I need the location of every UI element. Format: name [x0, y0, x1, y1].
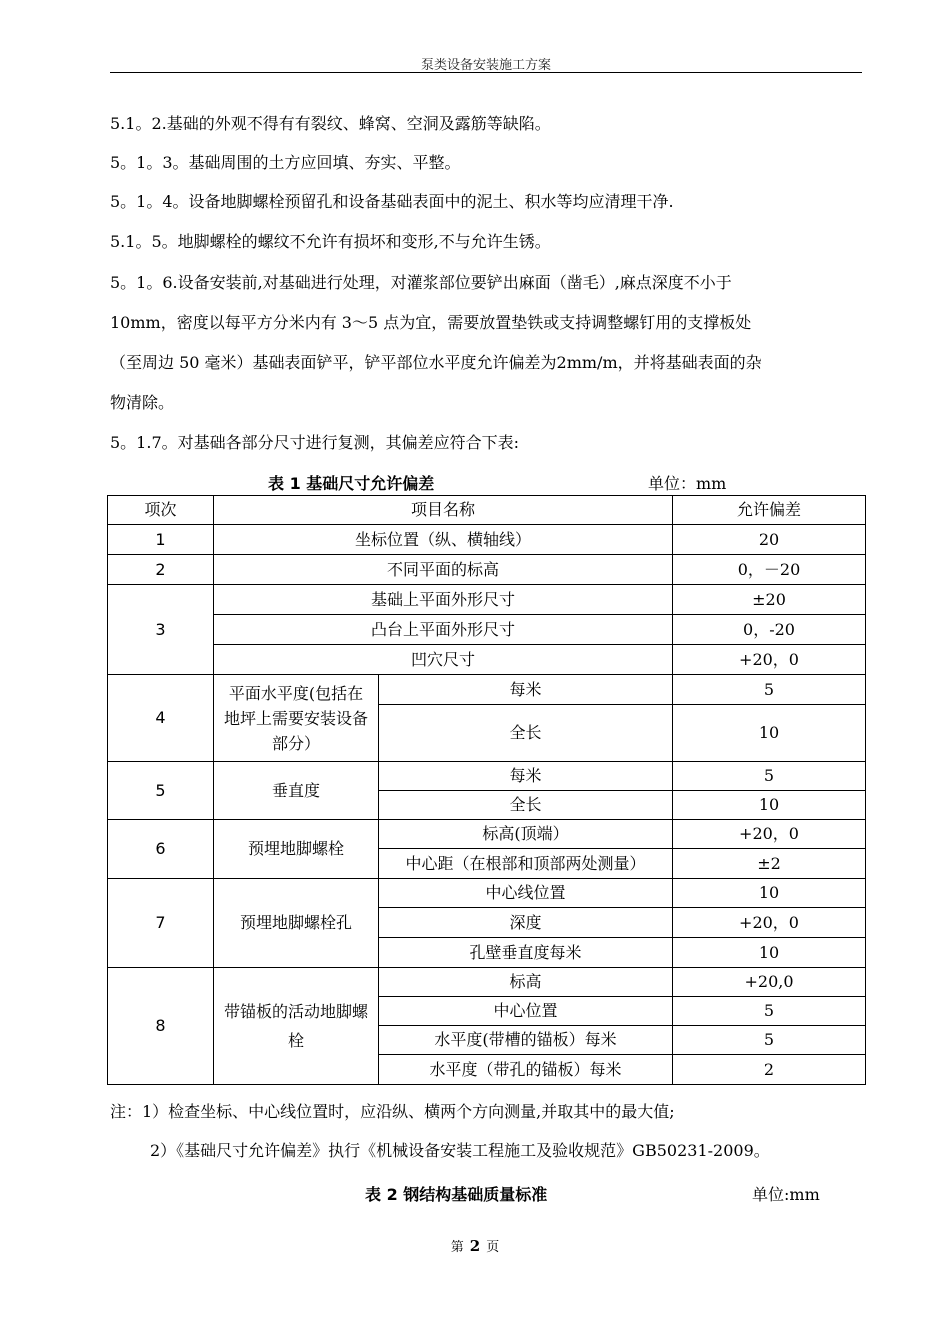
table-row	[108, 615, 866, 645]
tolerance-value: ±2	[673, 849, 866, 879]
tolerance-value: +20，0	[673, 820, 866, 849]
paragraph-5-1-4: 5。1。4。设备地脚螺栓预留孔和设备基础表面中的泥土、积水等均应清理干净.	[110, 192, 674, 211]
item-name: 凹穴尺寸	[214, 645, 673, 675]
note-2: 2）《基础尺寸允许偏差》执行《机械设备安装工程施工及验收规范》GB50231-2009。	[150, 1141, 770, 1160]
table-header-row	[108, 496, 866, 525]
table1-caption: 表 1 基础尺寸允许偏差	[268, 474, 435, 493]
table-row	[108, 555, 866, 585]
item-name: 坐标位置（纵、横轴线）	[214, 525, 673, 555]
item-no: 4	[108, 675, 214, 762]
tolerance-value: 5	[673, 675, 866, 705]
tolerance-value: +20，0	[673, 645, 866, 675]
header-divider	[110, 72, 862, 73]
item-sub-name: 水平度(带槽的锚板）每米	[379, 1026, 673, 1055]
tolerance-value: 10	[673, 938, 866, 968]
paragraph-5-1-6-line3: （至周边 50 毫米）基础表面铲平，铲平部位水平度允许偏差为2mm/m，并将基础表面的杂	[110, 353, 762, 372]
item-sub-name: 标高	[379, 968, 673, 997]
paragraph-5-1-3: 5。1。3。基础周围的土方应回填、夯实、平整。	[110, 153, 461, 172]
item-sub-name: 全长	[379, 705, 673, 762]
item-group: 预埋地脚螺栓孔	[214, 879, 379, 968]
tolerance-value: +20,0	[673, 968, 866, 997]
table-row	[108, 585, 866, 615]
paragraph-5-1-7: 5。1.7。对基础各部分尺寸进行复测，其偏差应符合下表:	[110, 433, 520, 452]
item-no: 3	[108, 585, 214, 675]
tolerance-value: 5	[673, 997, 866, 1026]
item-no: 2	[108, 555, 214, 585]
table2-caption: 表 2 钢结构基础质量标准	[365, 1185, 548, 1204]
header-tolerance: 允许偏差	[673, 496, 866, 525]
item-sub-name: 标高(顶端）	[379, 820, 673, 849]
item-sub-name: 每米	[379, 762, 673, 791]
item-sub-name: 深度	[379, 908, 673, 938]
item-name: 基础上平面外形尺寸	[214, 585, 673, 615]
tolerance-value: 10	[673, 791, 866, 820]
header-item-no: 项次	[108, 496, 214, 525]
tolerance-value: 20	[673, 525, 866, 555]
paragraph-5-1-5: 5.1。5。地脚螺栓的螺纹不允许有损坏和变形,不与允许生锈。	[110, 232, 551, 251]
tolerance-value: ±20	[673, 585, 866, 615]
item-group: 垂直度	[214, 762, 379, 820]
tolerance-value: 2	[673, 1055, 866, 1085]
item-no: 5	[108, 762, 214, 820]
table-row	[108, 879, 866, 908]
tolerance-value: 10	[673, 705, 866, 762]
item-sub-name: 全长	[379, 791, 673, 820]
item-name: 不同平面的标高	[214, 555, 673, 585]
table2-unit: 单位:mm	[752, 1185, 820, 1204]
item-name: 凸台上平面外形尺寸	[214, 615, 673, 645]
tolerance-value: +20，0	[673, 908, 866, 938]
tolerance-table	[107, 495, 866, 1085]
tolerance-value: 0，－20	[673, 555, 866, 585]
tolerance-value: 10	[673, 879, 866, 908]
page-header: 泵类设备安装施工方案	[420, 58, 551, 73]
table-row	[108, 675, 866, 705]
item-sub-name: 中心线位置	[379, 879, 673, 908]
tolerance-value: 0，-20	[673, 615, 866, 645]
item-no: 6	[108, 820, 214, 879]
item-sub-name: 孔壁垂直度每米	[379, 938, 673, 968]
tolerance-value: 5	[673, 1026, 866, 1055]
table-row	[108, 525, 866, 555]
table-row	[108, 820, 866, 849]
item-no: 7	[108, 879, 214, 968]
item-group: 平面水平度(包括在地坪上需要安装设备部分）	[214, 675, 379, 762]
page-number: 2	[469, 1237, 481, 1255]
footer-prefix: 第	[450, 1240, 464, 1255]
table-row	[108, 645, 866, 675]
tolerance-value: 5	[673, 762, 866, 791]
table1-unit: 单位：mm	[648, 474, 727, 493]
table-row	[108, 762, 866, 791]
paragraph-5-1-2: 5.1。2.基础的外观不得有有裂纹、蜂窝、空洞及露筋等缺陷。	[110, 114, 551, 133]
paragraph-5-1-6-line2: 10mm，密度以每平方分米内有 3～5 点为宜，需要放置垫铁或支持调整螺钉用的支撑板处	[110, 313, 752, 332]
item-no: 1	[108, 525, 214, 555]
item-sub-name: 每米	[379, 675, 673, 705]
item-group: 预埋地脚螺栓	[214, 820, 379, 879]
note-1: 注：1）检查坐标、中心线位置时，应沿纵、横两个方向测量,并取其中的最大值;	[110, 1102, 675, 1121]
item-sub-name: 水平度（带孔的锚板）每米	[379, 1055, 673, 1085]
page-footer	[0, 1236, 950, 1255]
item-sub-name: 中心距（在根部和顶部两处测量）	[379, 849, 673, 879]
item-no: 8	[108, 968, 214, 1085]
paragraph-5-1-6-line4: 物清除。	[110, 393, 175, 412]
item-group: 带锚板的活动地脚螺栓	[214, 968, 379, 1085]
footer-suffix: 页	[486, 1240, 500, 1255]
table-row	[108, 968, 866, 997]
item-sub-name: 中心位置	[379, 997, 673, 1026]
header-item-name: 项目名称	[214, 496, 673, 525]
paragraph-5-1-6-line1: 5。1。6.设备安装前,对基础进行处理，对灌浆部位要铲出麻面（凿毛）,麻点深度不小于	[110, 273, 732, 292]
